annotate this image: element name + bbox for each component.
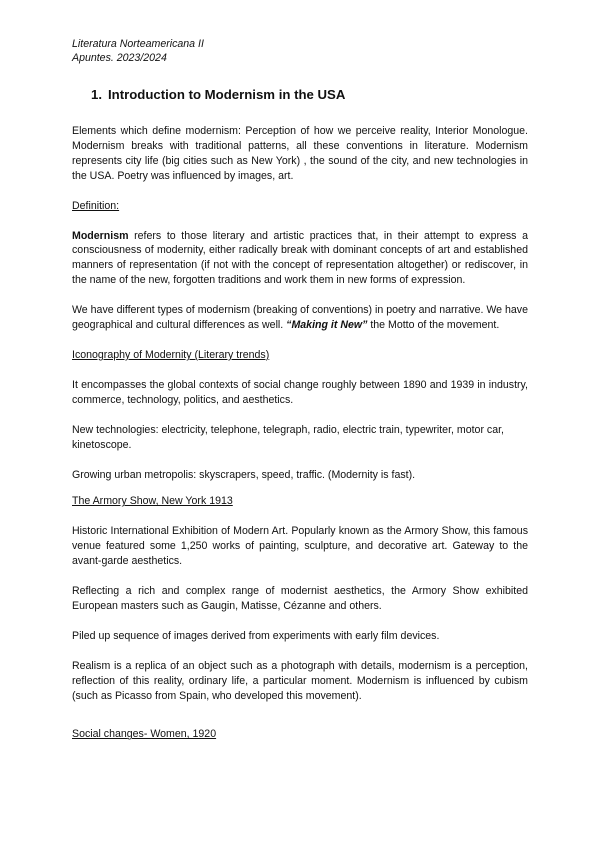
iconography-paragraph-2: New technologies: electricity, telephone, telegraph, radio, electric train, typewriter, motor car, kinetoscope.	[72, 423, 504, 451]
definition-term: Modernism	[72, 229, 129, 242]
header-notes: Apuntes. 2023/2024	[72, 52, 167, 64]
social-heading: Social changes- Women, 1920	[72, 728, 217, 741]
armory-paragraph-4: Realism is a replica of an object such as a photograph with details, modernism is a perception, reflection of this reality, ordinary life, a particular moment. Modernism is influenced by cubism (such as Picasso from Spain, who developed this movement).	[72, 659, 528, 702]
section-title-text: Introduction to Modernism in the USA	[108, 87, 346, 102]
types-after: the Motto of the movement.	[367, 319, 500, 332]
types-motto: “Making it New”	[286, 319, 368, 332]
iconography-heading: Iconography of Modernity (Literary trends)	[72, 348, 270, 361]
armory-paragraph-1: Historic International Exhibition of Modern Art. Popularly known as the Armory Show, this famous venue featured some 1,250 works of painting, sculpture, and decorative art. Gateway to the avant-garde aesthetics.	[72, 525, 528, 568]
armory-heading: The Armory Show, New York 1913	[72, 495, 233, 508]
section-number: 1.	[91, 87, 102, 102]
iconography-paragraph-3: Growing urban metropolis: skyscrapers, speed, traffic. (Modernity is fast).	[72, 468, 416, 481]
types-before: We have different types of modernism (breaking of conventions) in poetry and narrative. We have geographical and cultural differences as well.	[72, 304, 528, 332]
definition-heading: Definition:	[72, 199, 120, 212]
header-course: Literatura Norteamericana II	[72, 38, 204, 50]
intro-paragraph: Elements which define modernism: Perception of how we perceive reality, Interior Monologue. Modernism breaks with traditional patterns, all these conventions in literature. Modernism represents city life (big cities such as New York) , the sound of the city, and new technologies in the USA. Poetry was influenced by images, art.	[72, 125, 528, 182]
armory-paragraph-2: Reflecting a rich and complex range of modernist aesthetics, the Armory Show exhibited European masters such as Gaugin, Matisse, Cézanne and others.	[72, 585, 528, 612]
types-paragraph	[72, 303, 528, 333]
definition-body: refers to those literary and artistic practices that, in their attempt to express a consciousness of modernity, either radically break with dominant concepts of art and established manners of representation (if not with the concept of representation altogether) or rediscover, in the name of the new, forgotten traditions and work them in new forms of expression.	[72, 229, 528, 287]
iconography-paragraph-1: It encompasses the global contexts of social change roughly between 1890 and 1939 in industry, commerce, technology, politics, and aesthetics.	[72, 378, 528, 406]
section-title	[72, 87, 528, 103]
armory-paragraph-3: Piled up sequence of images derived from experiments with early film devices.	[72, 629, 440, 642]
definition-paragraph	[72, 229, 528, 289]
